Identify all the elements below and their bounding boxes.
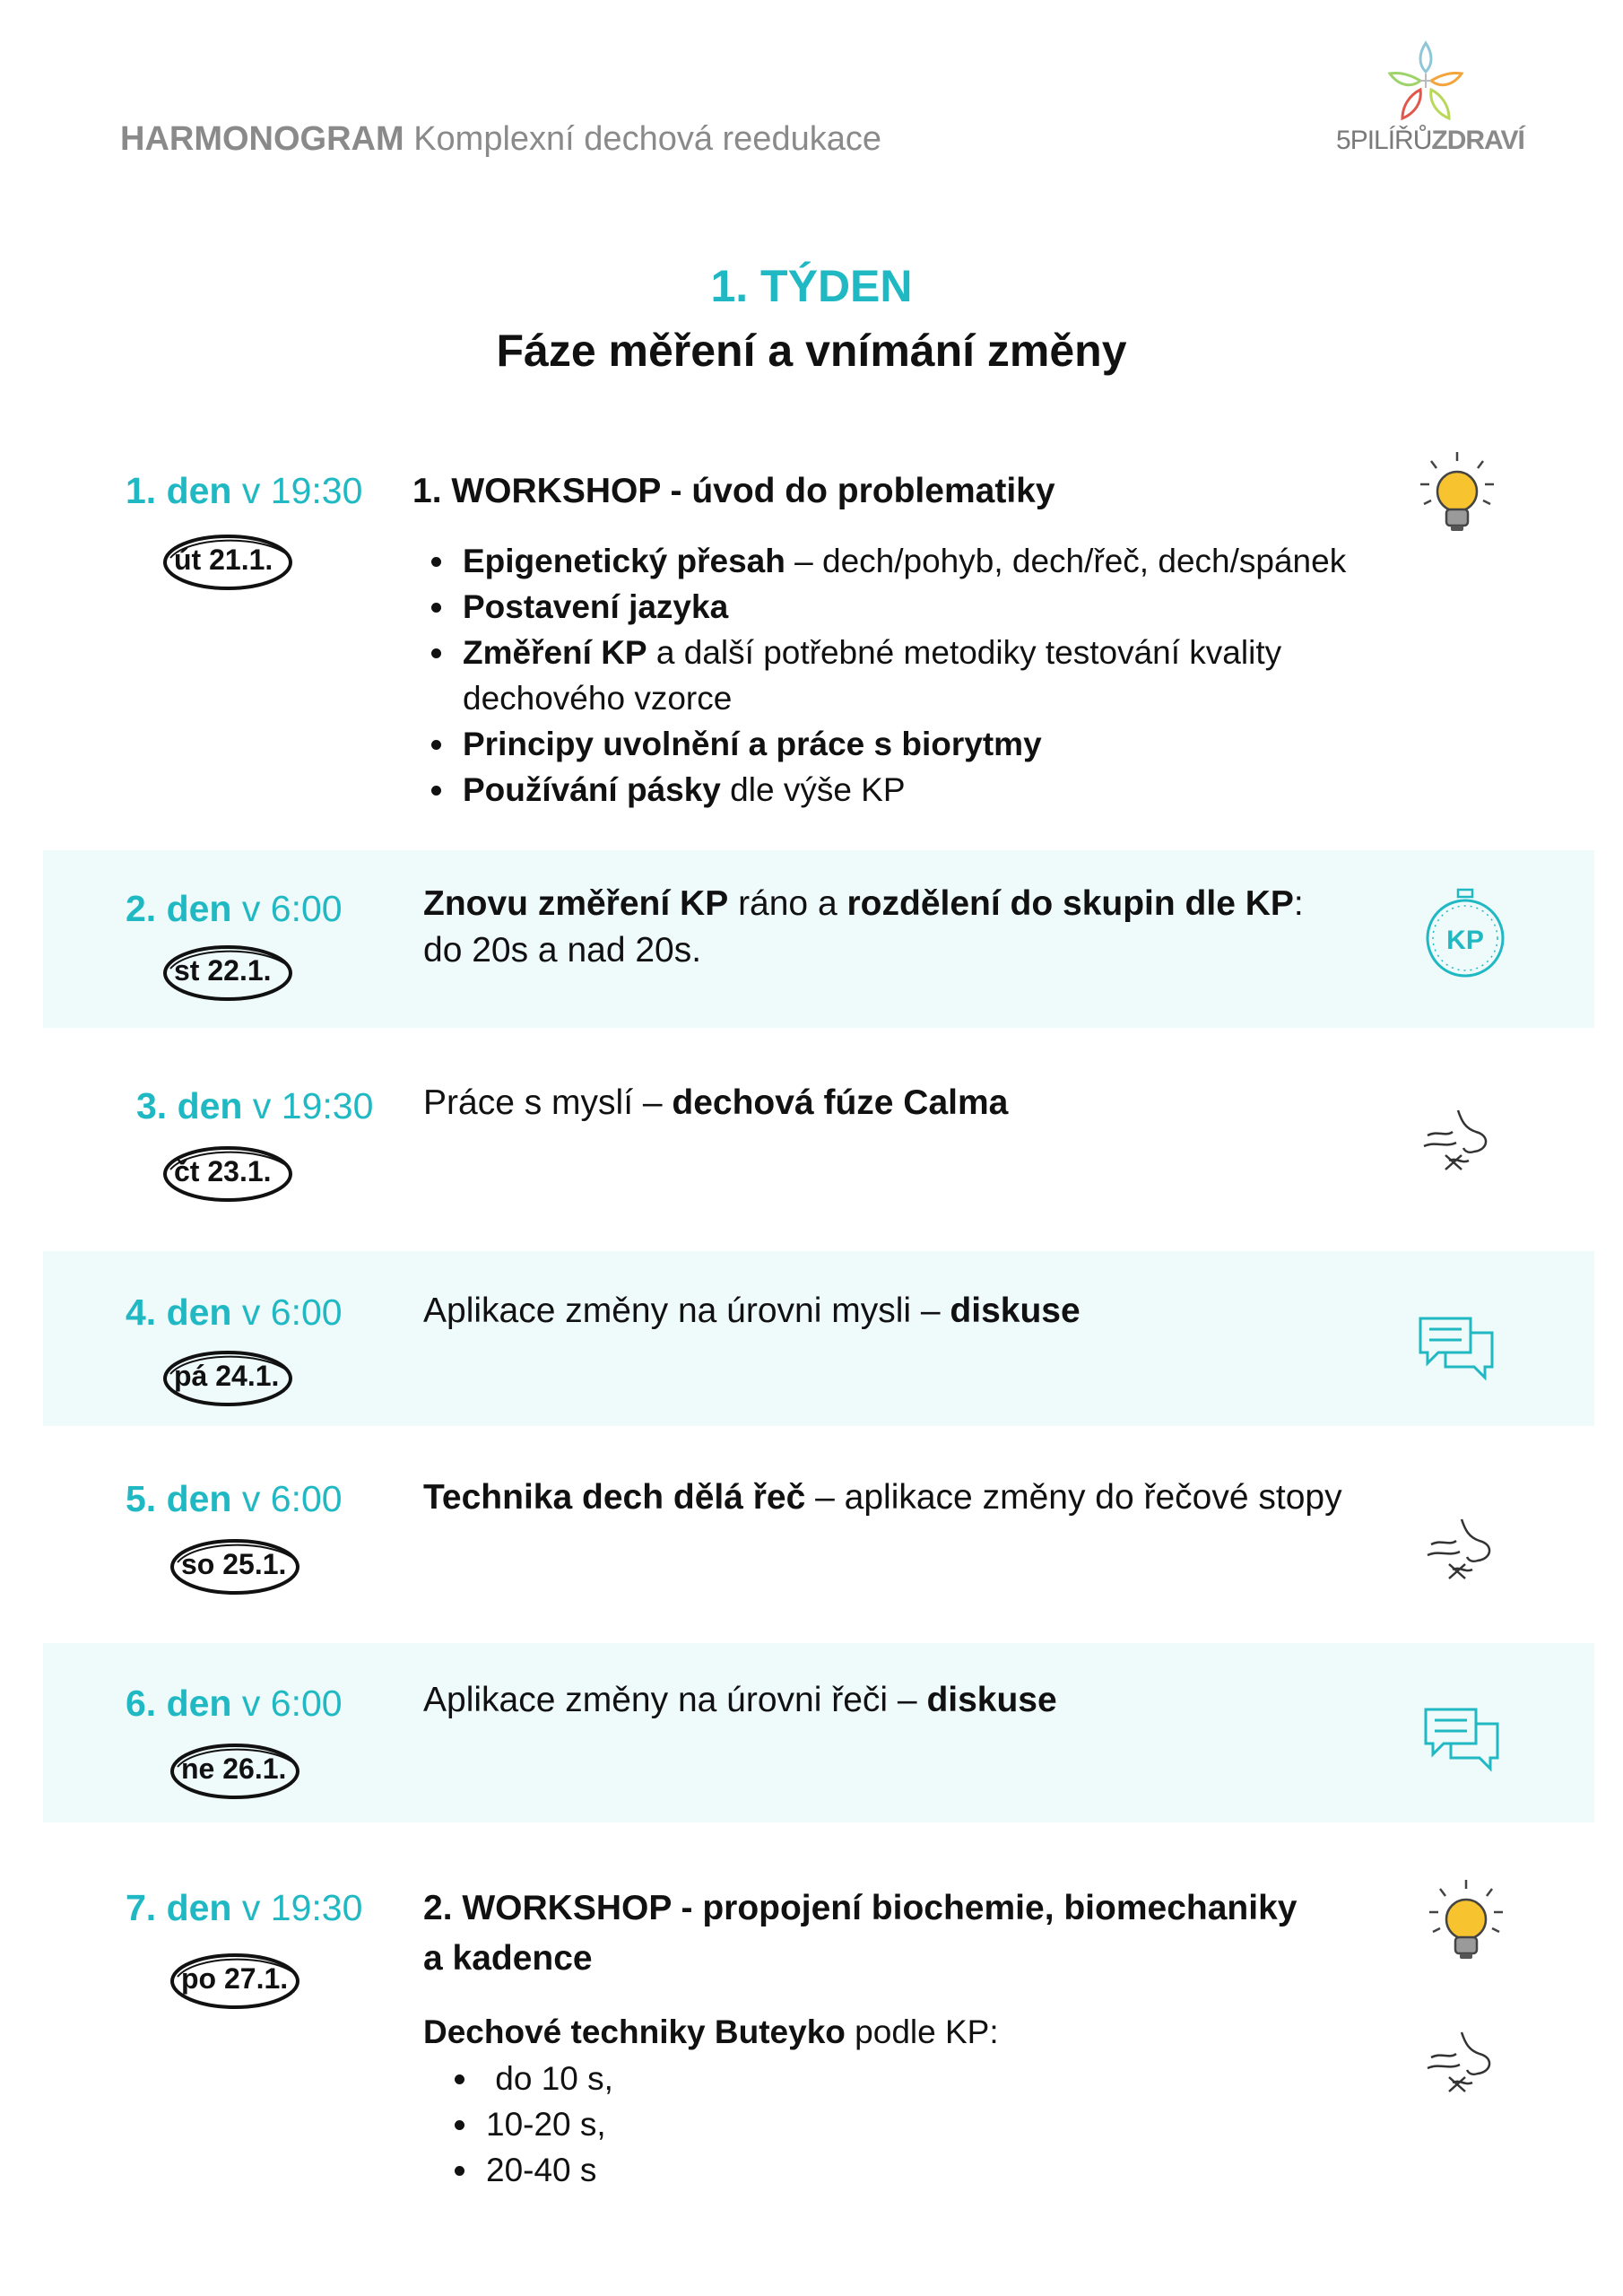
lightbulb-icon: [1426, 1876, 1506, 1966]
day6-text: Aplikace změny na úrovni řeči – diskuse: [423, 1681, 1057, 1719]
nose-breath-icon: [1422, 1101, 1503, 1178]
day1-title: 1. WORKSHOP - úvod do problematiky: [412, 472, 1055, 510]
logo-text: 5PILÍŘŮZDRAVÍ: [1336, 126, 1524, 155]
day3-label: 3. den v 19:30: [136, 1085, 374, 1126]
day5-text: Technika dech dělá řeč – aplikace změny do řečové stopy: [423, 1478, 1342, 1517]
list-item: • Epigenetický přesah – dech/pohyb, dech/řeč, dech/spánek: [457, 538, 1444, 584]
day7-label: 7. den v 19:30: [126, 1887, 363, 1928]
day2-date: st 22.1.: [161, 944, 294, 999]
header-title-bold: HARMONOGRAM: [120, 120, 404, 158]
nose-breath-icon: [1426, 2023, 1506, 2100]
lightbulb-icon: [1417, 448, 1497, 538]
day1-date: út 21.1.: [161, 533, 294, 588]
list-item: • Postavení jazyka: [457, 584, 1444, 630]
day1-bullets: [412, 538, 1444, 813]
day7-date: po 27.1.: [169, 1952, 301, 2007]
nose-breath-icon: [1426, 1510, 1506, 1587]
day5-date: so 25.1.: [169, 1537, 301, 1593]
logo: [1336, 36, 1524, 170]
day2-label: 2. den v 6:00: [126, 888, 343, 929]
list-item: • Používání pásky dle výše KP: [457, 767, 1444, 813]
phase-title: Fáze měření a vnímání změny: [496, 326, 1127, 376]
day4-label: 4. den v 6:00: [126, 1292, 343, 1333]
document-header: [120, 120, 881, 159]
svg-text:KP: KP: [1446, 926, 1484, 955]
leaf-star-icon: [1336, 36, 1515, 126]
day4-date: pá 24.1.: [161, 1349, 294, 1405]
list-item: • Změření KP a další potřebné metodiky testování kvality dechového vzorce: [457, 630, 1444, 721]
list-item: • do 10 s,: [481, 2056, 1019, 2101]
day4-text: Aplikace změny na úrovni mysli – diskuse: [423, 1292, 1081, 1330]
list-item: • 10-20 s,: [481, 2101, 1019, 2147]
list-item: • Principy uvolnění a práce s biorytmy: [457, 721, 1444, 767]
day3-text: Práce s myslí – dechová fúze Calma: [423, 1083, 1009, 1122]
day6-label: 6. den v 6:00: [126, 1683, 343, 1724]
day6-date: ne 26.1.: [169, 1742, 301, 1797]
stopwatch-icon: [1422, 886, 1508, 979]
day2-text: Znovu změření KP ráno a rozdělení do skupin dle KP: do 20s a nad 20s.: [423, 884, 1304, 970]
day7-title: 2. WORKSHOP - propojení biochemie, biomechaniky a kadence: [423, 1889, 1298, 1978]
chat-icon: [1420, 1704, 1503, 1774]
day7-subtitle: Dechové techniky Buteyko podle KP:: [423, 2013, 999, 2050]
list-item: • 20-40 s: [481, 2147, 1019, 2193]
day1-label: 1. den v 19:30: [126, 470, 363, 511]
week-title: 1. TÝDEN: [710, 261, 913, 311]
day3-date: čt 23.1.: [161, 1144, 294, 1200]
header-title-rest: Komplexní dechová reedukace: [413, 120, 881, 158]
chat-icon: [1415, 1313, 1497, 1383]
day7-bullets: [436, 2056, 1019, 2193]
day5-label: 5. den v 6:00: [126, 1478, 343, 1519]
